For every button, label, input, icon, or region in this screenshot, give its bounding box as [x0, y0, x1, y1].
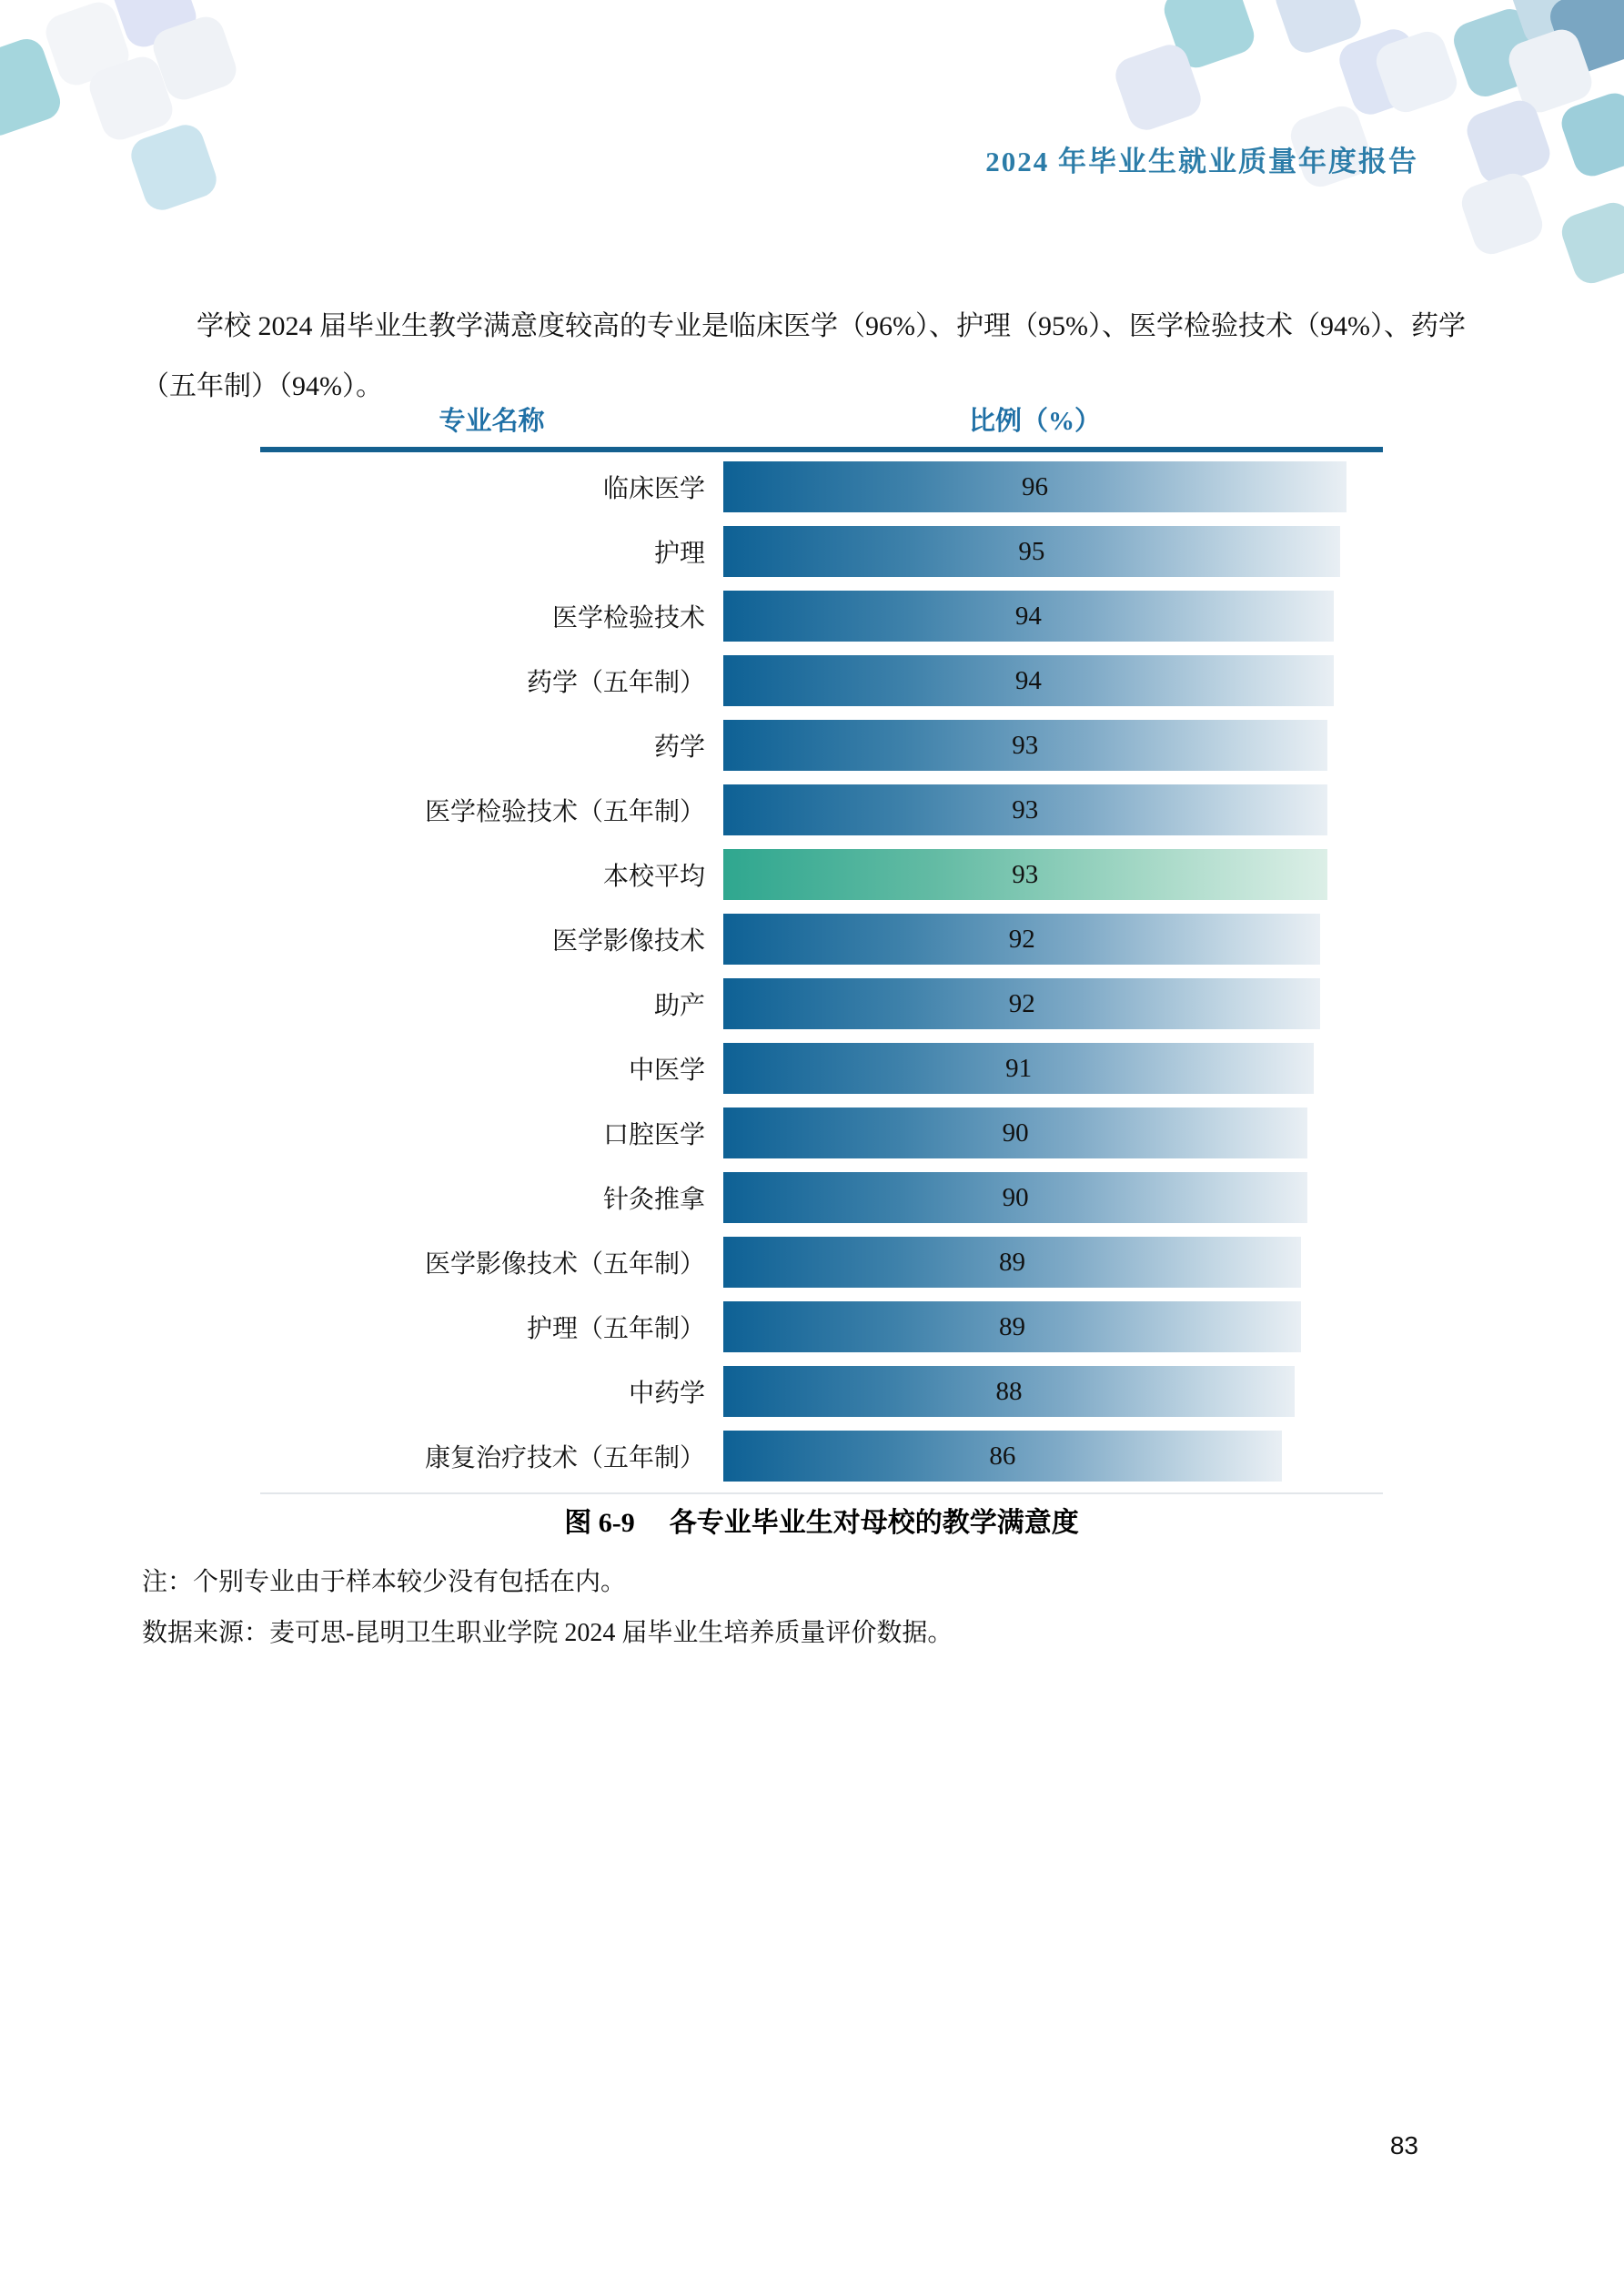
bar-zone [723, 914, 1347, 965]
value-bar [723, 1237, 1301, 1288]
bar-zone [723, 849, 1347, 900]
decor-tile [1557, 197, 1624, 288]
bar-value: 89 [999, 1247, 1026, 1277]
row-label: 护理（五年制） [526, 1315, 705, 1343]
bar-value: 93 [1012, 794, 1039, 824]
row-label: 护理 [653, 540, 705, 568]
row-label: 中医学 [628, 1057, 705, 1085]
bar-value: 96 [1022, 471, 1048, 501]
chart-row [260, 1172, 1383, 1223]
bar-zone [723, 1237, 1347, 1288]
figure-label: 图 6-9 [564, 1508, 635, 1538]
bar-value: 90 [1002, 1182, 1029, 1212]
value-bar [723, 1431, 1282, 1482]
bar-zone [723, 526, 1347, 577]
value-bar [723, 1108, 1307, 1158]
bar-zone [723, 1172, 1347, 1223]
chart-row [260, 914, 1383, 965]
bar-value: 89 [999, 1311, 1026, 1341]
row-label: 临床医学 [602, 475, 705, 503]
row-label: 医学检验技术 [551, 604, 705, 632]
value-bar [723, 1043, 1314, 1094]
bar-zone [723, 655, 1347, 706]
chart-rows [260, 452, 1383, 1494]
value-bar [723, 914, 1320, 965]
bar-zone [723, 1043, 1347, 1094]
decor-tile [1457, 168, 1547, 258]
intro-paragraph: 学校 2024 届毕业生教学满意度较高的专业是临床医学（96%）、护理（95%）、医学检验技术（94%）、药学（五年制）（94%）。 [142, 311, 1466, 401]
value-bar [723, 591, 1334, 642]
satisfaction-chart [260, 400, 1383, 1494]
chart-row [260, 849, 1383, 900]
row-label: 医学影像技术（五年制） [424, 1250, 705, 1279]
chart-column-headers [260, 400, 1383, 447]
bar-zone [723, 784, 1347, 835]
bar-zone [723, 720, 1347, 771]
row-label: 本校平均 [602, 863, 705, 891]
bar-zone [723, 461, 1347, 512]
value-bar [723, 461, 1347, 512]
bar-zone [723, 1431, 1347, 1482]
chart-note: 注：个别专业由于样本较少没有包括在内。 [142, 1568, 627, 1596]
row-label: 中药学 [628, 1380, 705, 1408]
bar-zone [723, 978, 1347, 1029]
page-number: 83 [1389, 2131, 1418, 2159]
bar-zone [723, 1108, 1347, 1158]
value-bar [723, 1301, 1301, 1352]
chart-row [260, 1043, 1383, 1094]
bar-value: 92 [1008, 988, 1035, 1018]
average-bar [723, 849, 1327, 900]
data-source: 数据来源：麦可思-昆明卫生职业学院 2024 届毕业生培养质量评价数据。 [142, 1619, 953, 1647]
chart-row [260, 720, 1383, 771]
row-label: 药学（五年制） [526, 669, 705, 697]
bar-value: 93 [1012, 859, 1039, 889]
bar-value: 90 [1002, 1118, 1029, 1148]
row-label: 康复治疗技术（五年制） [424, 1444, 705, 1472]
figure-title: 各专业毕业生对母校的教学满意度 [669, 1508, 1079, 1538]
value-bar [723, 784, 1327, 835]
bar-value: 94 [1014, 601, 1042, 631]
value-bar [723, 720, 1327, 771]
value-bar [723, 1366, 1295, 1417]
row-label: 针灸推拿 [602, 1186, 705, 1214]
column-header-ratio: 比例（%） [968, 407, 1101, 436]
value-bar [723, 1172, 1307, 1223]
row-label: 助产 [653, 992, 705, 1020]
row-label: 口腔医学 [602, 1121, 705, 1149]
value-bar [723, 978, 1320, 1029]
bar-value: 94 [1014, 665, 1042, 695]
chart-row [260, 461, 1383, 512]
chart-row [260, 526, 1383, 577]
value-bar [723, 655, 1334, 706]
chart-row [260, 1431, 1383, 1482]
bar-value: 95 [1018, 536, 1045, 566]
report-header-title: 2024 年毕业生就业质量年度报告 [985, 146, 1418, 177]
chart-row [260, 784, 1383, 835]
bar-value: 91 [1005, 1053, 1033, 1083]
chart-row [260, 1237, 1383, 1288]
bar-value: 86 [989, 1441, 1016, 1471]
bar-zone [723, 1366, 1347, 1417]
bar-value: 93 [1012, 730, 1039, 760]
column-header-major: 专业名称 [439, 407, 545, 436]
chart-row [260, 1366, 1383, 1417]
bar-zone [723, 591, 1347, 642]
decor-tile [126, 120, 221, 215]
row-label: 药学 [653, 733, 705, 762]
figure-caption [260, 1500, 1383, 1540]
chart-row [260, 1301, 1383, 1352]
bar-value: 88 [995, 1376, 1023, 1406]
row-label: 医学影像技术 [551, 927, 705, 956]
chart-row [260, 655, 1383, 706]
value-bar [723, 526, 1340, 577]
chart-row [260, 1108, 1383, 1158]
chart-row [260, 978, 1383, 1029]
bar-value: 92 [1008, 924, 1035, 954]
bar-zone [723, 1301, 1347, 1352]
row-label: 医学检验技术（五年制） [424, 798, 705, 826]
chart-row [260, 591, 1383, 642]
